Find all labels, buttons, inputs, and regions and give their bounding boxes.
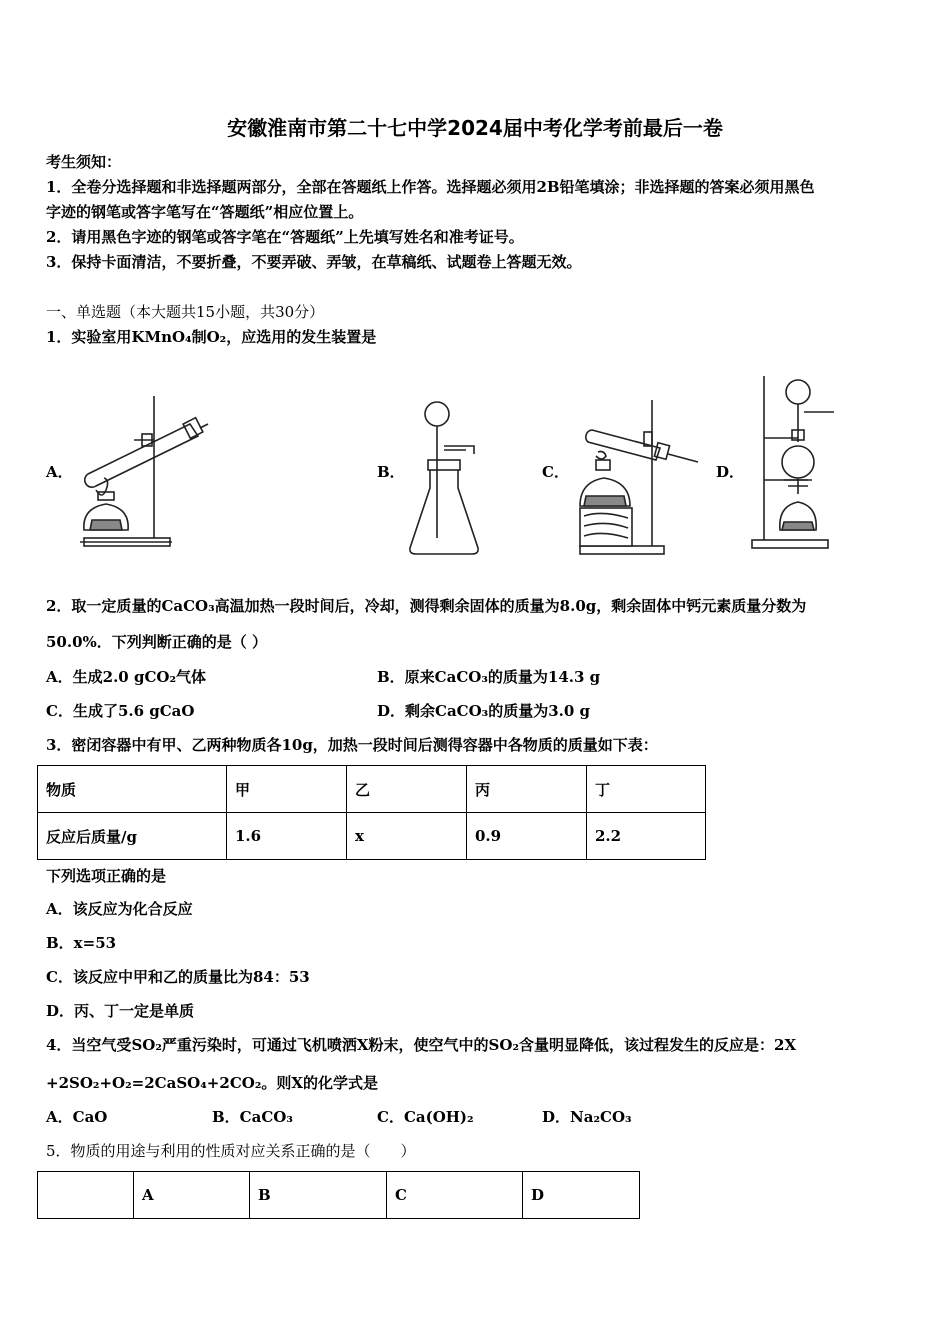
q4-stem-line1: 4．当空气受SO₂严重污染时，可通过飞机喷洒X粉末，使空气中的SO₂含量明显降低，该过程发生的反应是：2X [46, 1036, 797, 1054]
q3-option-c[interactable]: C．该反应中甲和乙的质量比为84：53 [46, 968, 310, 986]
q3-option-b[interactable]: B．x=53 [46, 934, 117, 952]
q3-prompt: 下列选项正确的是 [46, 867, 167, 885]
table-header-cell: B [250, 1172, 387, 1219]
apparatus-a-image [74, 390, 214, 555]
table-header-cell: 丙 [467, 766, 587, 813]
q4-option-b[interactable]: B．CaCO₃ [212, 1108, 293, 1126]
q5-table [37, 1171, 640, 1219]
q2-option-d[interactable]: D．剩余CaCO₃的质量为3.0 g [377, 702, 591, 720]
table-header-cell [38, 1172, 134, 1219]
notice-item: 1．全卷分选择题和非选择题两部分，全部在答题纸上作答。选择题必须用2B铅笔填涂；非选择题的答案必须用黑色 [46, 178, 815, 196]
table-header-cell: 物质 [38, 766, 227, 813]
table-cell: 1.6 [227, 813, 347, 860]
table-header-cell: A [134, 1172, 250, 1219]
q3-option-d[interactable]: D．丙、丁一定是单质 [46, 1002, 195, 1020]
page-title: 安徽淮南市第二十七中学2024届中考化学考前最后一卷 [227, 116, 723, 140]
table-header-cell: 甲 [227, 766, 347, 813]
q3-mass-table [37, 765, 706, 860]
table-header-cell: C [387, 1172, 523, 1219]
apparatus-b-image [404, 398, 484, 558]
q1-stem: 1．实验室用KMnO₄制O₂，应选用的发生装置是 [46, 328, 377, 346]
q3-option-a[interactable]: A．该反应为化合反应 [46, 900, 193, 918]
table-header-cell: 乙 [347, 766, 467, 813]
apparatus-d-image [748, 372, 838, 552]
table-cell: 2.2 [587, 813, 706, 860]
section-heading: 一、单选题（本大题共15小题，共30分） [46, 303, 325, 321]
q2-option-c[interactable]: C．生成了5.6 gCaO [46, 702, 195, 720]
table-cell: 0.9 [467, 813, 587, 860]
q1-option-a[interactable]: A． [46, 463, 73, 481]
q4-option-d[interactable]: D．Na₂CO₃ [542, 1108, 632, 1126]
q4-option-a[interactable]: A．CaO [46, 1108, 108, 1126]
table-cell: x [347, 813, 467, 860]
notice-item: 3．保持卡面清洁，不要折叠，不要弄破、弄皱，在草稿纸、试题卷上答题无效。 [46, 253, 582, 271]
table-header-cell: 丁 [587, 766, 706, 813]
q2-option-a[interactable]: A．生成2.0 gCO₂气体 [46, 668, 207, 686]
table-cell: 反应后质量/g [38, 813, 227, 860]
q5-stem: 5．物质的用途与利用的性质对应关系正确的是（ ） [46, 1142, 416, 1160]
q3-stem: 3．密闭容器中有甲、乙两种物质各10g，加热一段时间后测得容器中各物质的质量如下表： [46, 736, 658, 754]
q2-stem-line1: 2．取一定质量的CaCO₃高温加热一段时间后，冷却，测得剩余固体的质量为8.0g，剩余固体中钙元素质量分数为 [46, 597, 807, 615]
table-header-cell: D [523, 1172, 640, 1219]
notice-heading: 考生须知： [46, 153, 122, 171]
q4-stem-line2: +2SO₂+O₂=2CaSO₄+2CO₂。则X的化学式是 [46, 1074, 379, 1092]
notice-item: 2．请用黑色字迹的钢笔或答字笔在“答题纸”上先填写姓名和准考证号。 [46, 228, 524, 246]
q2-stem-line2: 50.0%．下列判断正确的是（ ） [46, 633, 268, 651]
apparatus-c-image [572, 396, 707, 558]
q2-option-b[interactable]: B．原来CaCO₃的质量为14.3 g [377, 668, 601, 686]
q1-option-d[interactable]: D． [716, 463, 745, 481]
q1-option-c[interactable]: C． [542, 463, 569, 481]
q4-option-c[interactable]: C．Ca(OH)₂ [377, 1108, 474, 1126]
q1-option-b[interactable]: B． [377, 463, 405, 481]
notice-item: 字迹的钢笔或答字笔写在“答题纸”相应位置上。 [46, 203, 364, 221]
